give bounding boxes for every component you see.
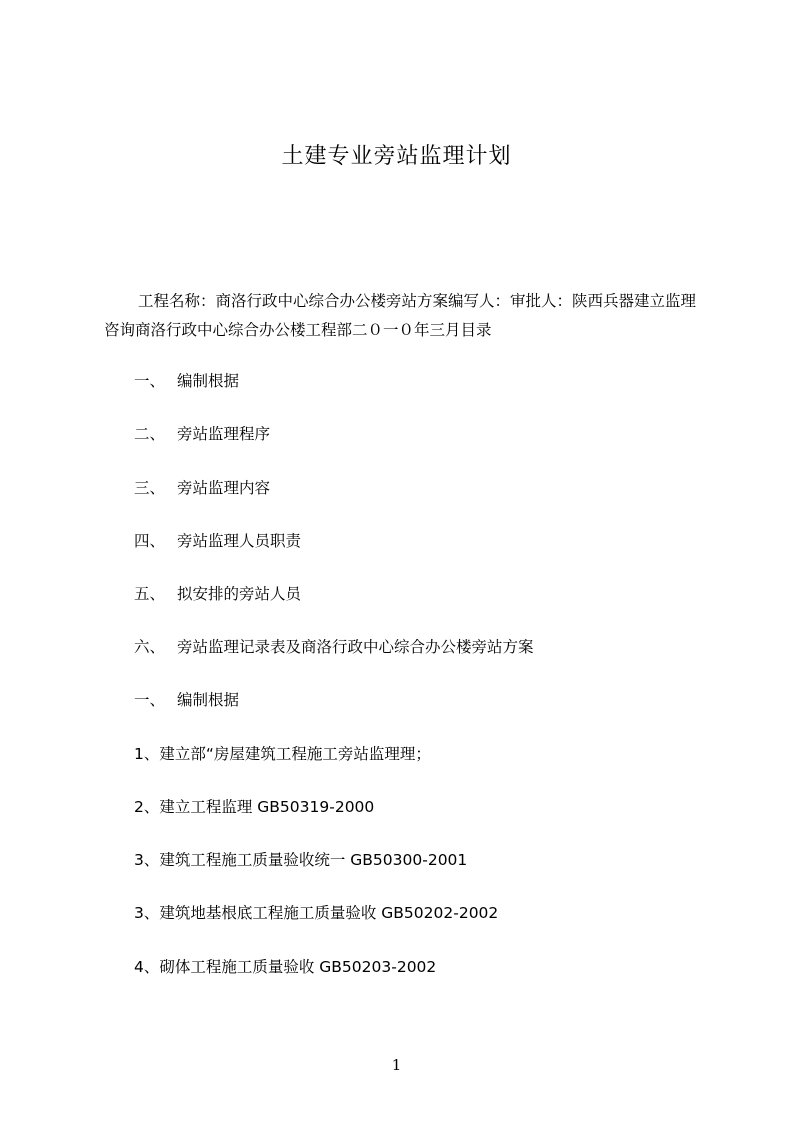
basis-item-1: 1、建立部“房屋建筑工程施工旁站监理理； [134,745,431,763]
toc-item-6 [134,636,534,658]
toc-item-3 [134,477,270,499]
section-heading-number: 一、 [134,691,166,709]
section-heading-label: 编制根据 [177,691,240,709]
toc-item-number: 六、 [134,638,166,656]
toc-item-number: 三、 [134,479,166,497]
toc-item-5 [134,583,301,605]
toc-item-label: 编制根据 [177,372,240,390]
toc-item-number: 五、 [134,585,166,603]
document-title: 土建专业旁站监理计划 [281,144,512,169]
toc-item-label: 旁站监理记录表及商洛行政中心综合办公楼旁站方案 [177,638,534,656]
toc-item-number: 一、 [134,372,166,390]
section-heading [134,689,239,711]
project-info-paragraph: 工程名称：商洛行政中心综合办公楼旁站方案编写人：审批人：陕西兵器建立监理咨询商洛行政中心综合办公楼工程部二０一０年三月目录 [104,292,697,339]
toc-item-2 [134,423,270,445]
basis-item-3: 3、建筑工程施工质量验收统一 GB50300-2001 [134,851,468,869]
toc-item-1 [134,370,239,392]
basis-item-4: 3、建筑地基根底工程施工质量验收 GB50202-2002 [134,904,499,922]
basis-item-2: 2、建立工程监理 GB50319-2000 [134,798,375,816]
toc-item-label: 旁站监理人员职责 [177,532,302,550]
toc-item-label: 旁站监理内容 [177,479,271,497]
toc-item-number: 四、 [134,532,166,550]
basis-item-5: 4、砌体工程施工质量验收 GB50203-2002 [134,958,437,976]
toc-item-number: 二、 [134,425,166,443]
page-number: 1 [391,1056,402,1074]
toc-item-label: 拟安排的旁站人员 [177,585,302,603]
toc-item-4 [134,530,301,552]
toc-item-label: 旁站监理程序 [177,425,271,443]
